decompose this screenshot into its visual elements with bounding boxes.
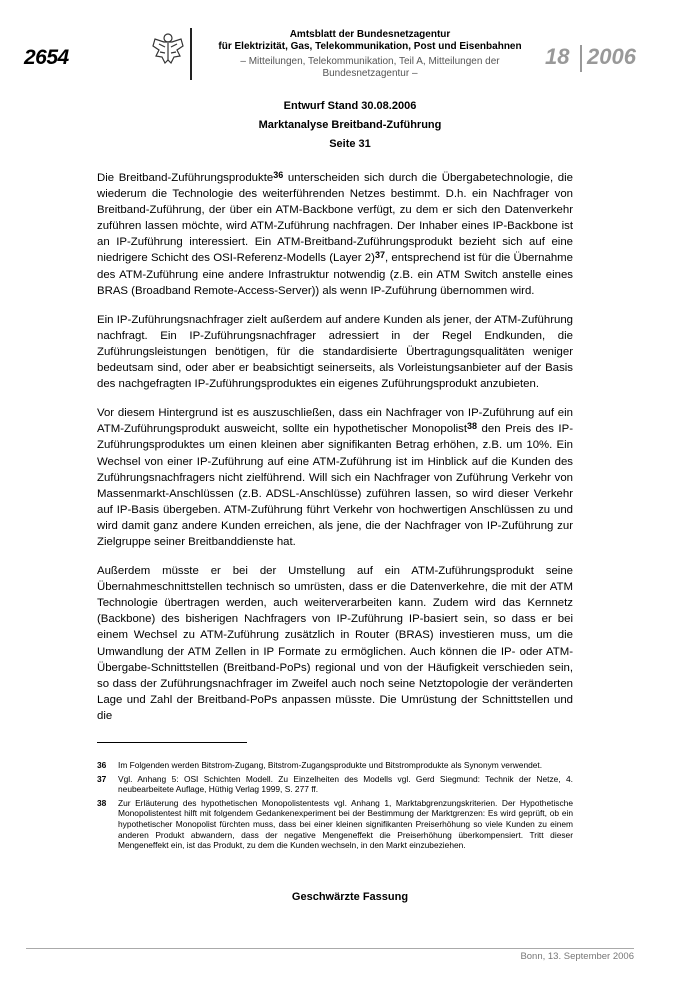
footnote-ref[interactable]: 36 <box>273 170 284 180</box>
footer-place-date: Bonn, 13. September 2006 <box>520 951 634 962</box>
footnote-number: 36 <box>97 760 107 770</box>
paragraph: Vor diesem Hintergrund ist es auszuschließen, dass ein Nachfrager von IP-Zuführung auf ein ATM-Zuführungsprodukt ausweicht, sollte ein hypothetischer Monopolist$^{38}$ den Preis des IP-Zuführungsproduktes um einen kleinen aber signifikanten Betrag erhöhen, z.B. um 10%. Ein Wechsel von einer IP-Zuführung auf eine ATM-Zuführung ist im Hinblick auf die Kunden des Zuführungsnachfragers nicht zielführend. Will sich ein Nachfrager von Zuführung Verkehr von Massenmarkt-Anschlüssen (z.B. ADSL-Anschlüsse) zuführen lassen, so wird dieser Verkehr auf IP-Basis übergeben. ATM-Zuführung führt Verkehr von hochwertigen Anschlüssen zu und wird damit ganz andere Kunden erreichen, als jene, die der Nachfrager von IP-Zuführung zur Zielgruppe seiner Breitbanddienste hat. <box>97 407 573 548</box>
issue-year: 2006 <box>587 44 636 69</box>
issue-number: 18 <box>545 44 570 69</box>
footnote-number: 38 <box>97 797 107 808</box>
paragraph: Die Breitband-Zuführungsprodukte$^{36}$ unterscheiden sich durch die Übergabetechnologie, die wiederum die Technologie des weiterführenden Netzes bestimmt. D.h. ein Nachfrager von Breitband-Zuführung, der über ein ATM-Backbone verfügt, zu dem er sich den Datenverkehr zuführen lassen möchte, wird ATM-Zuführung nachfragen. Der Inhaber eines IP-Backbone ist an IP-Zuführung interessiert. Ein ATM-Breitband-Zuführungsprodukt bezieht sich auf eine niedrigere Schicht des OSI-Referenz-Modells (Layer 2)$^{37}$, entsprechend ist für die Übernahme des ATM-Zuführung eine andere Infrastruktur notwendig (z.B. ein ATM Switch anstelle eines BRAS (Broadband Remote-Access-Server)) als wenn IP-Zuführung übernommen wird. <box>97 170 574 297</box>
footnote <box>97 798 573 851</box>
footer-divider <box>26 948 634 949</box>
redaction-note: Geschwärzte Fassung <box>291 891 409 903</box>
footnote-text: Im Folgenden werden Bitstrom-Zugang, Bitstrom-Zugangsprodukte und Bitstromprodukte als Synonym verwendet. <box>118 760 543 770</box>
footnote-ref[interactable]: 37 <box>374 250 385 261</box>
page-number: 2654 <box>24 46 69 69</box>
footnotes <box>97 760 573 854</box>
publication-section: – Mitteilungen, Telekommunikation, Teil A, Mitteilungen der Bundesnetzagentur – <box>240 56 500 79</box>
footnote-number: 37 <box>97 773 107 784</box>
publisher-title: Amtsblatt der Bundesnetzagentur <box>289 29 451 40</box>
draft-heading <box>0 97 700 154</box>
publisher-subtitle: für Elektrizität, Gas, Telekommunikation, Post und Eisenbahnen <box>218 41 522 52</box>
header-divider <box>190 28 192 80</box>
draft-title: Marktanalyse Breitband-Zuführung <box>258 119 442 131</box>
federal-eagle-emblem <box>151 30 185 66</box>
draft-status: Entwurf Stand 30.08.2006 <box>283 100 417 112</box>
footnote-text: Zur Erläuterung des hypothetischen Monopolistentests vgl. Anhang 1, Marktabgrenzungskriterien. Der Hypothetische Monopolistentest hilft mit folgendem Gedankenexperiment bei der Bestimmung der Marktgrenzen: Es wird geprüft, ob ein hypothetischer Monopolist fürchten muss, dass bei einer kleinen signifikanten Preiserhöhung so viele Kunden zu einem anderen Produkt abwandern, dass der negative Mengeneffekt die Preiserhöhung überkompensiert. Tritt dieser Mengeneffekt ein, ist das Produkt, zu dem die Kunden wechseln, in den Markt einzubeziehen. <box>118 797 573 851</box>
main-text <box>97 170 573 737</box>
footnote <box>97 760 573 771</box>
footnote-separator <box>97 742 247 743</box>
draft-page: Seite 31 <box>329 138 371 150</box>
footnote-text: Vgl. Anhang 5: OSI Schichten Modell. Zu Einzelheiten des Modells vgl. Gerd Siegmund: Technik der Netze, 4. neubearbeitete Auflage, Hüthig Verlag 1999, S. 277 ff. <box>118 773 573 795</box>
issue-divider <box>580 45 582 72</box>
footnote <box>97 774 573 795</box>
issue-label <box>545 44 675 74</box>
paragraph: Ein IP-Zuführungsnachfrager zielt außerdem auf andere Kunden als jener, der ATM-Zuführung nachfragt. Ein IP-Zuführungsnachfrager adressiert in der Regel Endkunden, die Zuführungsleistungen benötigen, für die standardisierte Übertragungsqualitäten weniger bedeutsam sind, oder aber er beabsichtigt seinerseits, als Vorleistungsanbieter auf der Basis des nachgefragten IP-Zuführungsproduktes ein eigenes Zuführungsprodukt anzubieten. <box>97 313 573 391</box>
footnote-ref[interactable]: 38 <box>467 421 478 432</box>
paragraph: Außerdem müsste er bei der Umstellung auf ein ATM-Zuführungsprodukt seine Übernahmeschnittstellen technisch so umrüsten, dass er die Datenverkehre, die mit der ATM Technologie übertragen werden, auch weiterverarbeiten kann. Zudem wird das Kernnetz (Backbone) des bisherigen Nachfragers von IP-Zuführung IP-basiert sein, so dass er bei einem Wechsel zu ATM-Zuführung zusätzlich in Router (BRAS) investieren muss, um die Umwandlung der ATM Zellen in IP Formate zu ermöglichen. Auch können die IP- oder ATM-Übergabe-Schnittstellen (Breitband-PoPs) regional und von der Häufigkeit verschieden sein, so dass der Zuführungsnachfrager im Zweifel auch noch seine Netztopologie der veränderten Lage und Zahl der Breitband-PoPs anpassen müsste. Die Umrüstung der Schnittstellen und die <box>97 565 573 722</box>
